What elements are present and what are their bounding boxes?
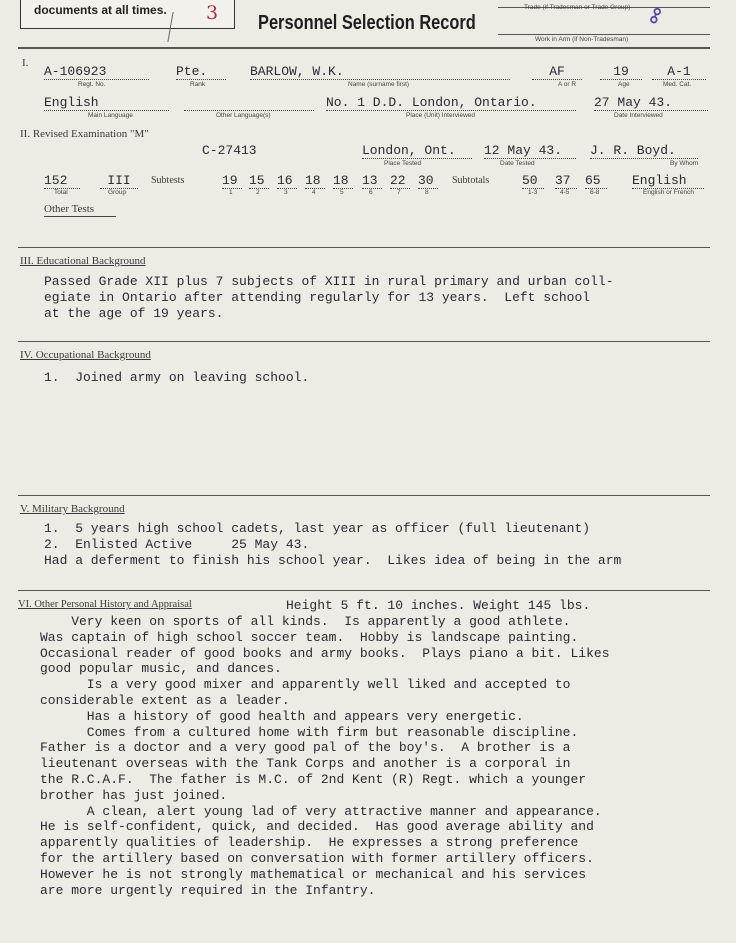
other-language-label: Other Language(s) bbox=[216, 112, 271, 119]
trade-label: Trade (if Tradesman or Trade Group) bbox=[524, 4, 631, 11]
other-language-line bbox=[184, 110, 314, 111]
test-language-label: English or French bbox=[643, 189, 694, 196]
by-whom-label: By Whom bbox=[670, 160, 699, 167]
subtest-number-7: 7 bbox=[397, 189, 401, 196]
personal-history-text: Very keen on sports of all kinds. Is apparently a good athlete. Was captain of high school soccer team. Hobby is landscape painting. Occasional reader of good books and army books. Plays piano a bit. Likes good popular music, and dances. Is a very good mixer and apparently well liked and accepted to considerable extent as a leader. Has a history of good health and appears very energetic. Comes from a cultured home with firm but reasonable discipline. Father is a doctor and a very good pal of the boy's. A brother is a lieutenant overseas with the Tank Corps and another is a corporal in the R.C.A.F. The father is M.C. of 2nd Kent (R) Regt. which a younger brother has just joined. A clean, alert young lad of very attractive manner and appearance. He is self-confident, quick, and decided. Has good average ability and apparently qualities of leadership. He expresses a strong preference for the artillery based on conversation with former artillery officers. However he is not strongly mathematical or mechanical and his services are more urgently required in the Infantry. bbox=[40, 614, 610, 898]
name-label: Name (surname first) bbox=[348, 81, 410, 88]
date-interviewed-value: 27 May 43. bbox=[594, 95, 708, 111]
med-cat-label: Med. Cat. bbox=[663, 81, 692, 88]
subtest-6: 13 bbox=[362, 173, 382, 189]
subtest-number-8: 8 bbox=[425, 189, 429, 196]
work-arm-field-line bbox=[498, 34, 710, 35]
subtotal-2: 37 bbox=[555, 173, 577, 189]
subtest-number-2: 2 bbox=[256, 189, 260, 196]
handwritten-mark: 3 bbox=[206, 2, 219, 24]
header-rule bbox=[18, 47, 710, 49]
subtest-number-4: 4 bbox=[312, 189, 316, 196]
educational-background-text: Passed Grade XII plus 7 subjects of XIII in rural primary and urban coll- egiate in Ontario after attending regularly for 13 years. Left school at the age of 19 years. bbox=[44, 274, 614, 321]
section1-roman: I. bbox=[22, 57, 29, 69]
section3-heading: III. Educational Background bbox=[20, 255, 146, 267]
section3-rule bbox=[18, 247, 710, 248]
subtotal-range-2: 4-5 bbox=[560, 189, 570, 196]
subtest-3: 16 bbox=[277, 173, 297, 189]
name-value: BARLOW, W.K. bbox=[250, 64, 510, 80]
total-value: 152 bbox=[44, 173, 80, 189]
a-or-r-label: A or R bbox=[558, 81, 577, 88]
subtotal-3: 65 bbox=[585, 173, 607, 189]
by-whom-value: J. R. Boyd. bbox=[590, 143, 698, 159]
section4-rule bbox=[18, 341, 710, 342]
main-language-label: Main Language bbox=[88, 112, 133, 119]
other-tests-underline bbox=[44, 216, 116, 217]
regt-no-label: Regt. No. bbox=[78, 81, 106, 88]
subtest-1: 19 bbox=[222, 173, 242, 189]
subtest-8: 30 bbox=[418, 173, 438, 189]
place-interviewed-value: No. 1 D.D. London, Ontario. bbox=[326, 95, 576, 111]
subtest-number-3: 3 bbox=[284, 189, 288, 196]
subtest-7: 22 bbox=[390, 173, 410, 189]
group-label: Group bbox=[108, 189, 127, 196]
date-interviewed-label: Date Interviewed bbox=[614, 112, 663, 119]
other-tests-label: Other Tests bbox=[44, 203, 95, 215]
subtest-number-5: 5 bbox=[340, 189, 344, 196]
subtest-2: 15 bbox=[249, 173, 269, 189]
subtest-5: 18 bbox=[333, 173, 353, 189]
section5-heading: V. Military Background bbox=[20, 503, 125, 515]
notice-text: documents at all times. bbox=[34, 3, 167, 17]
section4-heading: IV. Occupational Background bbox=[20, 349, 151, 361]
main-language-value: English bbox=[44, 95, 169, 111]
regt-no-value: A-106923 bbox=[44, 64, 149, 80]
section6-rule bbox=[18, 590, 710, 591]
rank-label: Rank bbox=[190, 81, 206, 88]
stamp-mark: ☍ bbox=[644, 5, 668, 29]
place-tested-label: Place Tested bbox=[384, 160, 422, 167]
subtest-number-6: 6 bbox=[369, 189, 373, 196]
date-tested-value: 12 May 43. bbox=[484, 143, 576, 159]
place-interviewed-label: Place (Unit) Interviewed bbox=[406, 112, 475, 119]
section5-rule bbox=[18, 495, 710, 496]
section2-heading: II. Revised Examination "M" bbox=[20, 128, 149, 140]
subtests-label: Subtests bbox=[151, 175, 185, 186]
subtest-number-1: 1 bbox=[229, 189, 233, 196]
a-or-r-value: AF bbox=[532, 64, 582, 80]
subtotal-range-1: 1-3 bbox=[528, 189, 538, 196]
section6-heading: VI. Other Personal History and Appraisal bbox=[18, 599, 192, 610]
rank-value: Pte. bbox=[176, 64, 226, 80]
subtotal-1: 50 bbox=[522, 173, 544, 189]
page-title: Personnel Selection Record bbox=[258, 12, 476, 34]
date-tested-label: Date Tested bbox=[500, 160, 535, 167]
age-value: 19 bbox=[600, 64, 642, 80]
height-weight-text: Height 5 ft. 10 inches. Weight 145 lbs. bbox=[286, 598, 591, 613]
subtotal-range-3: 6-8 bbox=[590, 189, 600, 196]
place-tested-value: London, Ont. bbox=[362, 143, 472, 159]
age-label: Age bbox=[618, 81, 630, 88]
total-label: Total bbox=[54, 189, 68, 196]
med-cat-value: A-1 bbox=[652, 64, 706, 80]
subtest-4: 18 bbox=[305, 173, 325, 189]
handwritten-scribble bbox=[167, 12, 195, 42]
exam-no: C-27413 bbox=[202, 143, 257, 158]
group-value: III bbox=[100, 173, 138, 189]
work-arm-label: Work in Arm (if Non-Tradesman) bbox=[535, 36, 629, 43]
military-background-text: 1. 5 years high school cadets, last year as officer (full lieutenant) 2. Enlisted Active 25 May 43. Had a deferment to finish his school year. Likes idea of being in the arm bbox=[44, 521, 622, 568]
occupational-background-text: 1. Joined army on leaving school. bbox=[44, 370, 310, 385]
subtotals-label: Subtotals bbox=[452, 175, 490, 186]
test-language-value: English bbox=[632, 173, 704, 189]
